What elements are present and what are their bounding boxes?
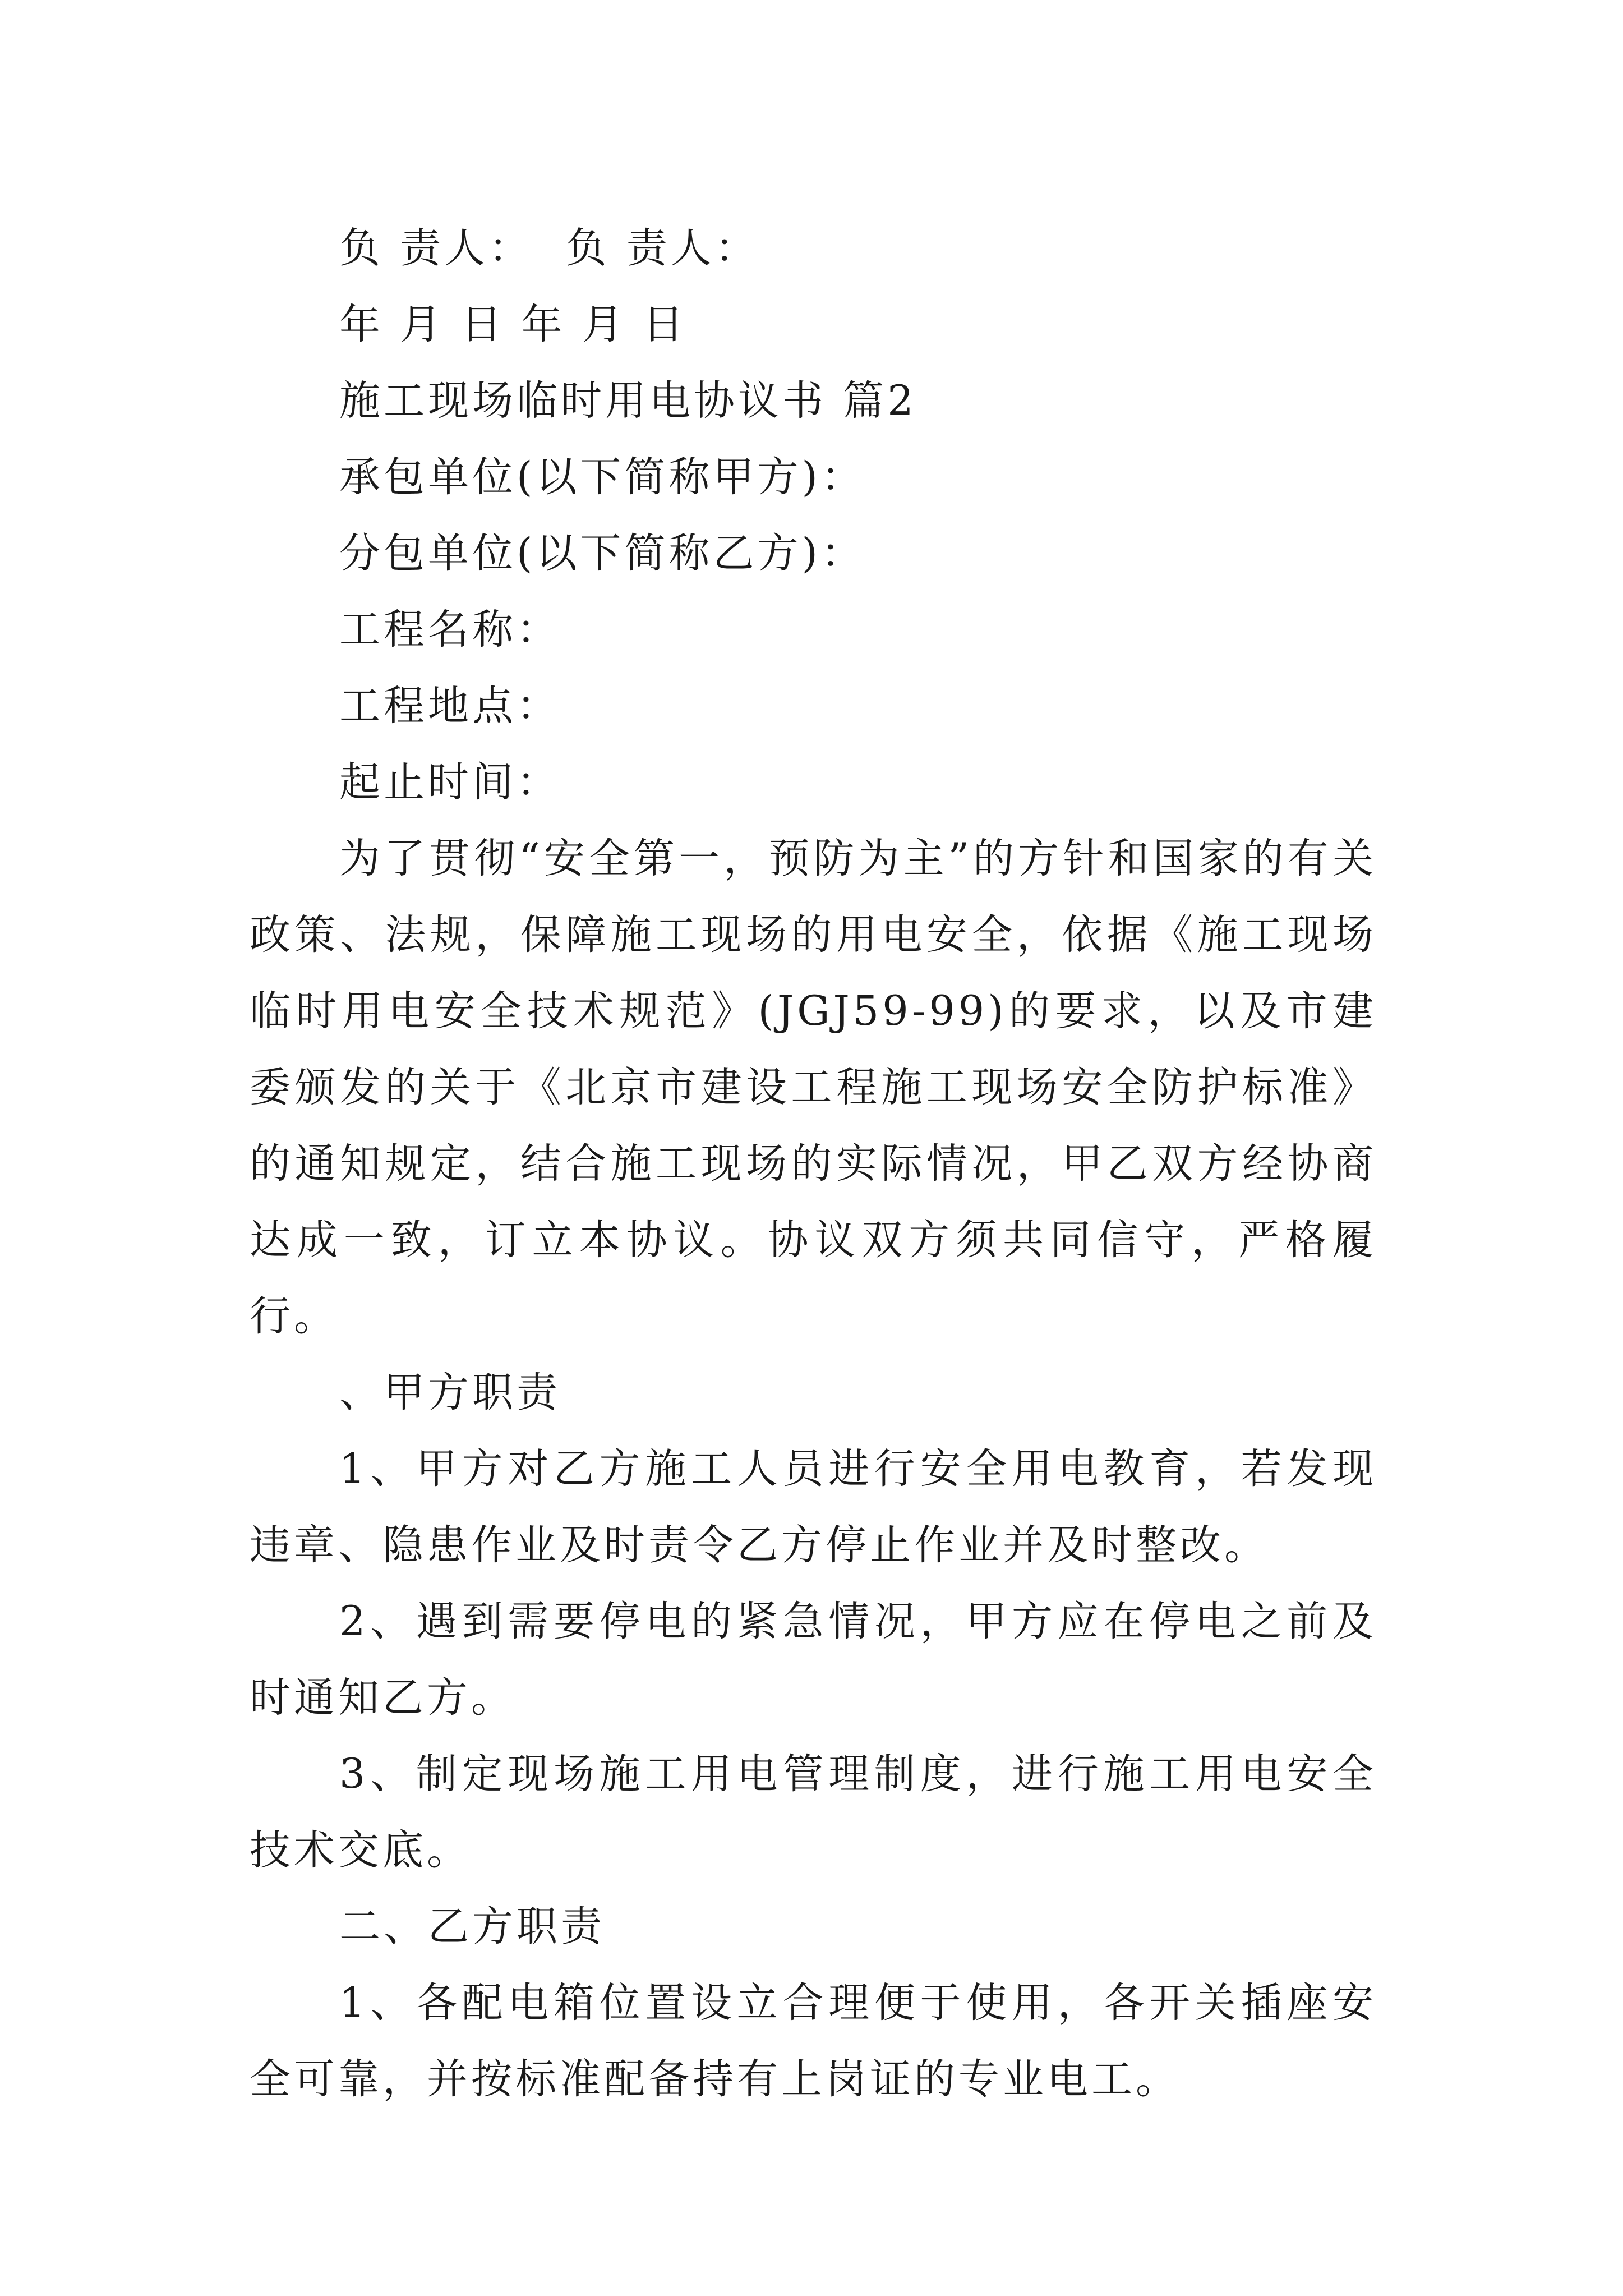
contractor-field: 承包单位(以下简称甲方)： <box>339 453 865 501</box>
section-heading-party-b: 二、乙方职责 <box>339 1903 605 1950</box>
intro-paragraph: 为了贯彻“安全第一，预防为主”的方针和国家的有关政策、法规，保障施工现场的用电安全，依据《施工现场临时用电安全技术规范》(JGJ59-99)的要求，以及市建委颁发的关于《北京市建设工程施工现场安全防护标准》的通知规定，结合施工现场的实际情况，甲乙双方经协商达成一致，订立本协议。协议双方须共同信守，严格履行。 <box>250 835 1377 1340</box>
section-heading-party-a: 、甲方职责 <box>339 1369 561 1416</box>
document-title: 施工现场临时用电协议书 篇2 <box>339 377 917 425</box>
party-b-clause-1: 1、各配电箱位置设立合理便于使用，各开关插座安全可靠，并按标准配备持有上岗证的专业电工。 <box>250 1979 1377 2103</box>
party-a-clause-1: 1、甲方对乙方施工人员进行安全用电教育，若发现违章、隐患作业及时责令乙方停止作业并及时整改。 <box>250 1445 1377 1569</box>
project-name-field: 工程名称： <box>339 606 561 654</box>
party-a-clause-3: 3、制定现场施工用电管理制度，进行施工用电安全技术交底。 <box>250 1750 1377 1874</box>
subcontractor-field: 分包单位(以下简称乙方)： <box>339 530 865 577</box>
document-body <box>250 210 1377 2118</box>
date-line: 年 月 日 年 月 日 <box>339 301 688 348</box>
project-location-field: 工程地点： <box>339 682 561 730</box>
party-a-clause-2: 2、遇到需要停电的紧急情况，甲方应在停电之前及时通知乙方。 <box>250 1598 1377 1722</box>
signature-line: 负 责人： 负 责人： <box>339 224 759 272</box>
duration-field: 起止时间： <box>339 758 561 806</box>
